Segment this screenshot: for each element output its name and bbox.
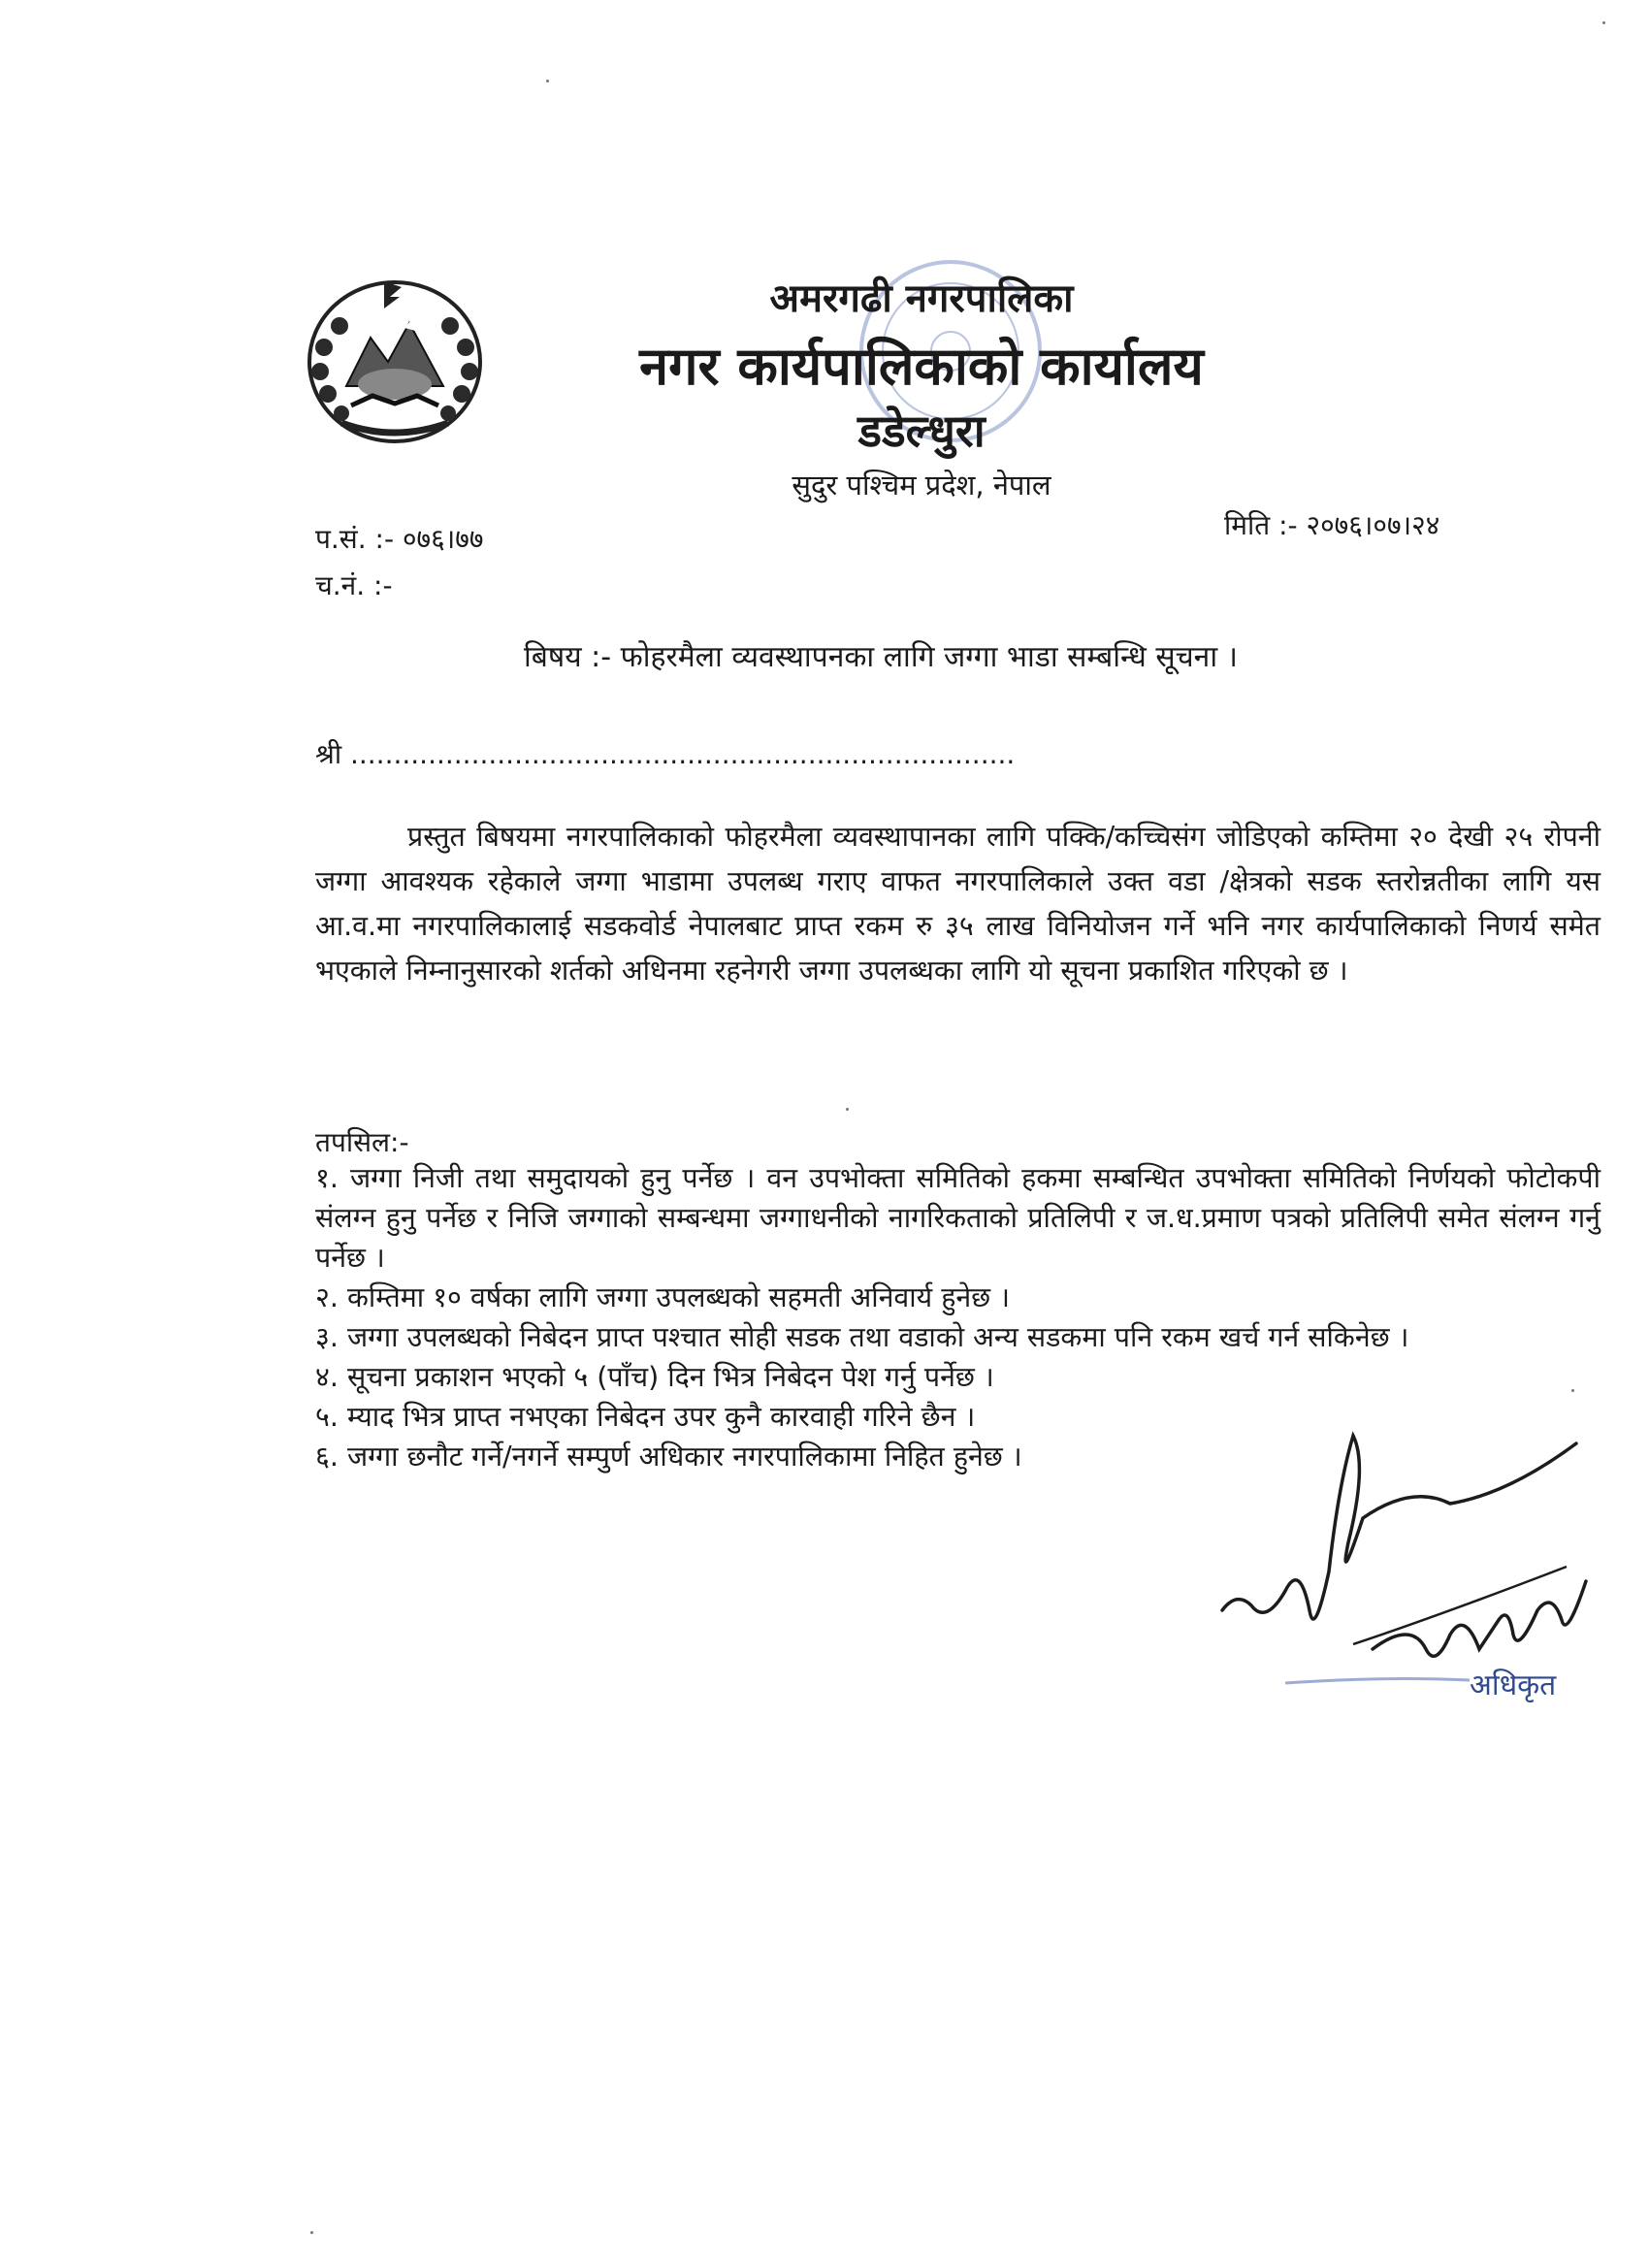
scan-speck [846,1108,849,1111]
scan-speck [1602,21,1605,24]
condition-item: १. जग्गा निजी तथा समुदायको हुनु पर्नेछ । वन उपभोक्ता समितिको हकमा सम्बन्धित उपभोक्ता समितिको निर्णयको फोटोकपी संलग्न हुनु पर्नेछ र निजि जग्गाको सम्बन्धमा जग्गाधनीको नागरिकताको प्रतिलिपी र ज.ध.प्रमाण पत्रको प्रतिलिपी समेत संलग्न गर्नु पर्नेछ । [315,1162,1600,1274]
condition-item: २. कम्तिमा १० वर्षका लागि जग्गा उपलब्धको सहमती अनिवार्य हुनेछ । [315,1281,1011,1313]
letter-number: प.सं. :- ०७६।७७ [315,523,484,555]
municipality-name: अमरगढी नगरपालिका [769,276,1074,321]
details-heading: तपसिल:- [315,1126,409,1158]
district-name: डडेल्धुरा [857,405,986,457]
scan-speck [1571,1389,1574,1392]
signatory-title: अधिकृत [1470,1669,1557,1702]
recipient-line: श्री ............................................................................. [315,738,1016,770]
body-paragraph: प्रस्तुत बिषयमा नगरपालिकाको फोहरमैला व्यवस्थापानका लागि पक्कि/कच्चिसंग जोडिएको कम्तिमा २० देखी २५ रोपनी जग्गा आवश्यक रहेकाले जग्गा भाडामा उपलब्ध गराए वाफत नगरपालिकाले उक्त वडा /क्षेत्रको सडक स्तरोन्नतीका लागि यस आ.व.मा नगरपालिकालाई सडकवोर्ड नेपालबाट प्राप्त रकम रु ३५ लाख विनियोजन गर्ने भनि नगर कार्यपालिकाको निणर्य समेत भएकाले निम्नानुसारको शर्तको अधिनमा रहनेगरी जग्गा उपलब्धका लागि यो सूचना प्रकाशित गरिएको छ । [315,821,1600,987]
subject-line: बिषय :- फोहरमैला व्यवस्थापनका लागि जग्गा भाडा सम्बन्धि सूचना । [524,640,1239,674]
scan-speck [310,2231,313,2234]
scan-speck [546,80,549,82]
condition-item: ५. म्याद भित्र प्राप्त नभएका निबेदन उपर कुनै कारवाही गरिने छैन । [315,1401,976,1433]
letter-date: मिति :- २०७६।०७।२४ [1224,509,1440,541]
nepal-emblem-icon [303,270,487,446]
dispatch-number: च.नं. :- [315,569,393,601]
condition-item: ४. सूचना प्रकाशन भएको ५ (पाँच) दिन भित्र निबेदन पेश गर्नु पर्नेछ । [315,1361,994,1393]
office-name: नगर कार्यपालिकाको कार्यालय [639,336,1204,397]
condition-item: ६. जग्गा छनौट गर्ने/नगर्ने सम्पुर्ण अधिकार नगरपालिकामा निहित हुनेछ । [315,1441,1022,1473]
province-name: सुदुर पश्चिम प्रदेश, नेपाल [792,469,1051,502]
condition-item: ३. जग्गा उपलब्धको निबेदन प्राप्त पश्चात सोही सडक तथा वडाको अन्य सडकमा पनि रकम खर्च गर्न सकिनेछ । [315,1321,1409,1353]
